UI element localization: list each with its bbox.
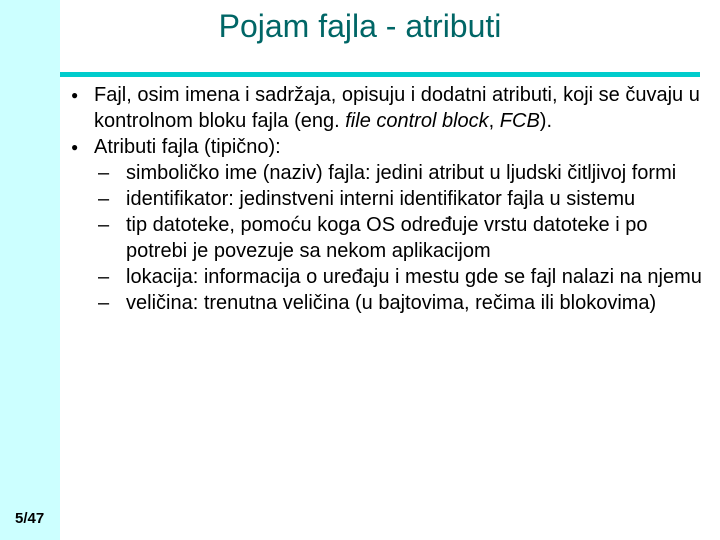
sub-item-text: veličina: trenutna veličina (u bajtovima, rečima ili blokovima) (126, 292, 657, 314)
sub-item (64, 186, 704, 212)
sub-item (64, 212, 704, 264)
dash-marker: – (98, 292, 110, 314)
bullet-text-italic: file control block (345, 110, 489, 132)
page-number: 5/47 (15, 510, 45, 527)
dash-marker: – (98, 266, 110, 288)
bullet-text-italic: FCB (499, 110, 540, 132)
slide-content (64, 82, 704, 316)
bullet-text: ). (539, 110, 552, 132)
bullet-attributes (64, 134, 704, 160)
sidebar-strip (0, 0, 60, 540)
dash-marker: – (98, 214, 110, 236)
bullet-text: , (488, 110, 500, 132)
sub-item-text: identifikator: jedinstveni interni identifikator fajla u sistemu (126, 188, 636, 210)
bullet-text: Fajl, osim imena i sadržaja, opisuju i dodatni atributi, koji se čuvaju u kontrolnom bloku fajla (eng. (94, 84, 700, 132)
sub-item (64, 290, 704, 316)
dash-marker: – (98, 188, 110, 210)
sub-item-text: tip datoteke, pomoću koga OS određuje vrstu datoteke i po potrebi je povezuje sa nekom aplikacijom (126, 214, 648, 262)
bullet-marker: ● (71, 88, 79, 102)
sub-item (64, 160, 704, 186)
bullet-marker: ● (71, 140, 79, 154)
sub-item-text: simboličko ime (naziv) fajla: jedini atribut u ljudski čitljivoj formi (126, 162, 677, 184)
sub-item-text: lokacija: informacija o uređaju i mestu gde se fajl nalazi na njemu (126, 266, 702, 288)
slide-title: Pojam fajla - atributi (218, 8, 502, 44)
sub-item (64, 264, 704, 290)
bullet-fcb (64, 82, 704, 134)
bullet-text: Atributi fajla (tipično): (94, 136, 281, 158)
title-rule (60, 72, 700, 77)
dash-marker: – (98, 162, 110, 184)
